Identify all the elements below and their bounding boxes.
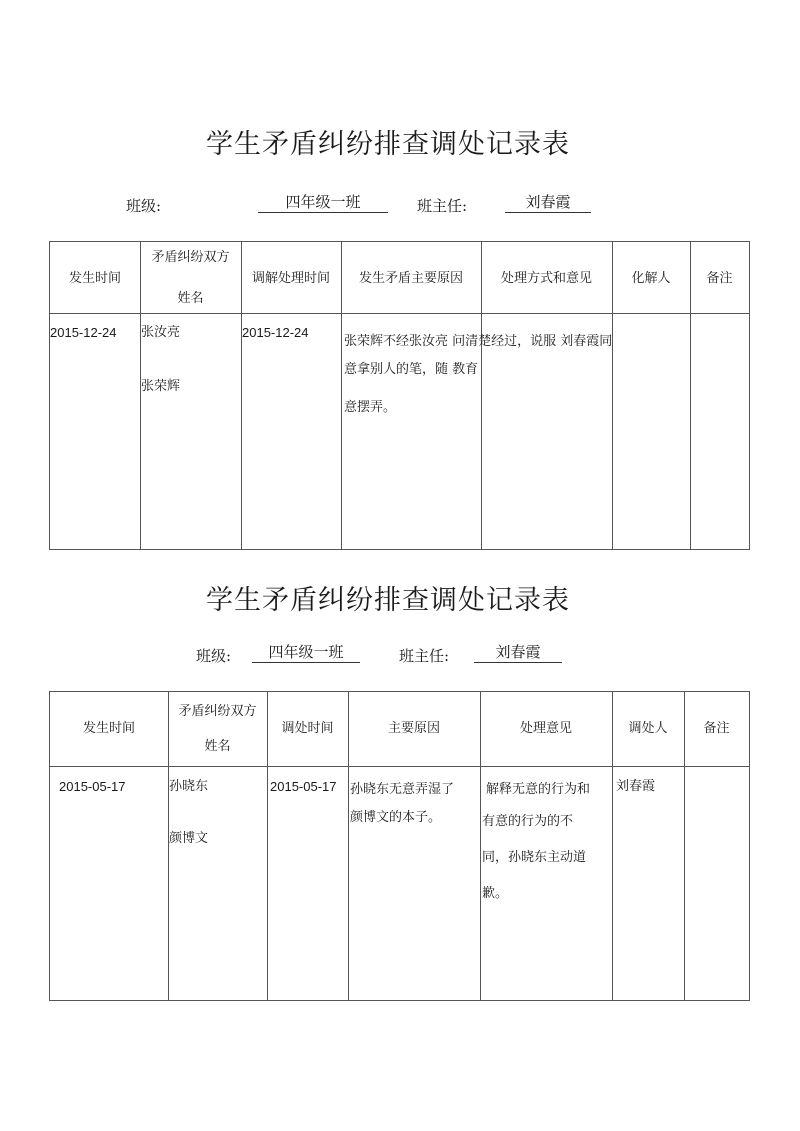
form2-class-label: 班级:: [196, 647, 232, 665]
form1-class-label: 班级:: [126, 197, 162, 215]
form1-row-text-line1: 张荣辉不经张汝亮 问清楚经过，说服 刘春霞同: [344, 334, 613, 349]
form2-teacher-label: 班主任:: [399, 647, 450, 665]
form2-header-resolver: 调处人: [628, 721, 668, 736]
form1-teacher-value: 刘春霞: [505, 192, 591, 213]
form2-row-date: 2015-05-17: [59, 779, 126, 794]
form2-row-method-line4: 歉。: [482, 886, 509, 901]
form2-table: [49, 691, 750, 1001]
form1-header-method: 处理方式和意见: [500, 271, 592, 286]
form2-header-reason: 主要原因: [387, 721, 440, 736]
form1-row-mediation-date: 2015-12-24: [242, 325, 309, 340]
form2-row-reason-line1: 孙晓东无意弄湿了: [350, 782, 455, 797]
form1-header-resolver: 化解人: [631, 271, 671, 286]
form1-header-reason: 发生矛盾主要原因: [358, 271, 463, 286]
form1-title: 学生矛盾纠纷排查调处记录表: [206, 129, 570, 160]
form1-header-names-line1: 矛盾纠纷双方: [151, 250, 230, 265]
form1-header-mediation-date: 调解处理时间: [251, 271, 330, 286]
form2-row-name1: 孙晓东: [169, 779, 209, 794]
form2-title: 学生矛盾纠纷排查调处记录表: [206, 585, 570, 616]
form2-header-names-line2: 姓名: [204, 739, 231, 754]
form2-row-resolver: 刘春霞: [616, 779, 656, 794]
form2-row-method-line1: 解释无意的行为和: [486, 782, 591, 797]
form2-header-remark: 备注: [703, 721, 730, 736]
form2-row-reason-line2: 颜博文的本子。: [350, 810, 442, 825]
form2-header-names-line1: 矛盾纠纷双方: [178, 704, 257, 719]
form1-header-remark: 备注: [706, 271, 733, 286]
form1-row-date: 2015-12-24: [50, 325, 117, 340]
form1-row-name2: 张荣辉: [141, 379, 181, 394]
form2-header-method: 处理意见: [519, 721, 572, 736]
form2-row-mediation-date: 2015-05-17: [270, 779, 337, 794]
form2-class-value: 四年级一班: [252, 642, 360, 663]
form1-header-names-line2: 姓名: [177, 291, 204, 306]
form1-table: [49, 241, 750, 550]
form1-header-date: 发生时间: [68, 271, 121, 286]
form2-header-mediation-date: 调处时间: [281, 721, 334, 736]
form1-class-value: 四年级一班: [258, 192, 388, 213]
form1-row-name1: 张汝亮: [141, 325, 181, 340]
form2-row-name2: 颜博文: [169, 831, 209, 846]
form1-row-text-line2: 意拿别人的笔，随 教育: [344, 362, 479, 377]
form1-row-text-line3: 意摆弄。: [344, 400, 397, 415]
form2-header-date: 发生时间: [82, 721, 135, 736]
form2-teacher-value: 刘春霞: [474, 642, 562, 663]
form2-row-method-line3: 同，孙晓东主动道: [482, 850, 587, 865]
form2-row-method-line2: 有意的行为的不: [482, 814, 574, 829]
form1-teacher-label: 班主任:: [417, 197, 468, 215]
